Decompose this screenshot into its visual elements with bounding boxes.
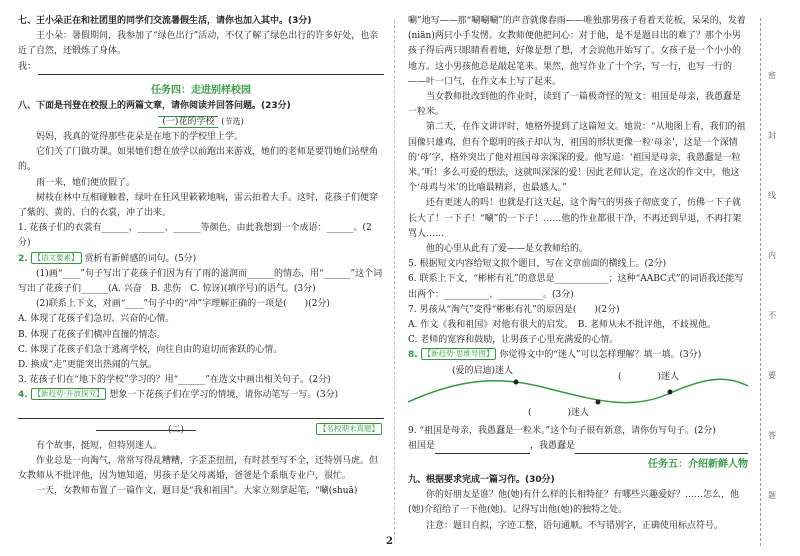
- question-8-6: 6. 联系上下文，“彬彬有礼”的意思是____________；这种“AABC式”的词语我还能写出两个：__________、__________。(3分): [408, 274, 744, 300]
- question-8-7-options-ab: A. 作文《我和祖国》对他有很大的启发。 B. 老师从未不批评他，不歧视他。: [408, 320, 717, 331]
- column-divider: [394, 20, 395, 540]
- seal-label-7: 答: [768, 431, 776, 440]
- question-8-2-option-d: D. 换成“走”更能突出热闹的气氛。: [18, 360, 157, 371]
- question-9-para-2: 注意：题目自拟，字迹工整，语句通顺。不写错别字，正确使用标点符号。: [426, 520, 724, 531]
- question-7-answer-line[interactable]: [38, 60, 384, 75]
- seal-line: [760, 18, 761, 546]
- question-8-9: 9. “祖国是母亲，我愚蠢是一粒米。”这个句子很有新意，请你仿写句子。(2分): [408, 425, 716, 436]
- question-8-2-option-a: A. 体现了花孩子们急切、兴奋的心情。: [18, 314, 175, 325]
- question-8-1: 1. 花孩子们的衣裳有______、______、______等颜色，由此我想到一个成语：______。(2分): [18, 223, 372, 249]
- seal-label-3: 线: [768, 191, 776, 200]
- question-8-2-part-1: (1)画“____”句子写出了花孩子们因为有了雨的滋润而______的情态，用“______”这个词写出了花孩子们______(A. 兴奋 B. 悲伤 C. 惊讶)(填序号)的语气。(3分): [18, 268, 383, 295]
- question-8-9-fill-2-label: ，我愚蠢是: [530, 440, 576, 451]
- mind-map-node-1-dot: [514, 379, 519, 384]
- mind-map-node-3[interactable]: ( )迷人: [528, 407, 590, 418]
- question-8-3: 3. 花孩子们在“地下的学校”学习的？用“______”在选文中画出相关句子。(2分): [18, 375, 331, 386]
- task-4-banner: 任务四：走进别样校园: [151, 84, 251, 96]
- question-8-8-tag: 【新趋势·思维导图】: [421, 348, 497, 360]
- article-1-para-4: 树枝在林中互相碰触着，绿叶在狂风里簌簌地响，雷云拍着大手。这时，花孩子们便穿了紫的、黄的、白的衣裳，冲了出来。: [18, 192, 379, 219]
- question-8-8-row: [408, 348, 748, 363]
- mind-map-node-1: (爱的启迪)迷人: [452, 365, 514, 376]
- question-7-answer-row: [18, 60, 384, 75]
- question-7-me-label: 我：: [18, 61, 37, 72]
- question-8-8-text: 你觉得文中的“迷人”可以怎样理解？填一填。(3分): [499, 350, 702, 361]
- question-8-2-number: 2.: [18, 253, 28, 264]
- question-8-7-option-c: C. 老师的宽容和鼓励，让男孩子心里充满爱的心情。: [408, 335, 619, 346]
- question-8-heading: 八、下面是刊登在校报上的两篇文章，请你阅读并回答问题。(23分): [18, 100, 291, 111]
- seal-label-4: 内: [768, 251, 776, 260]
- left-column: [18, 14, 384, 499]
- page-number: 2: [386, 536, 393, 547]
- article-1-title: (一)花的学校: [158, 116, 218, 128]
- question-8-2-tag: 【语文要素】: [31, 252, 82, 264]
- article-1-title-row: [18, 114, 384, 130]
- question-8-2-option-c: C. 体现了花孩子们急于逃离学校，向往自由的迫切而雀跃的心情。: [18, 344, 283, 355]
- article-2-para-7: 还有更迷人的吗！也就是打这天起，这个淘气的男孩子彻底变了，仿佛一下子就长大了！一下子！“唰”的一下子！……他的作业都很干净，不再还到早退，不再打架骂人……: [408, 198, 742, 239]
- question-8-4-number: 4.: [18, 390, 28, 401]
- question-8-9-blank-1[interactable]: [435, 439, 530, 454]
- mind-map-node-2-dot: [596, 399, 601, 404]
- question-8-9-blank-2[interactable]: [575, 439, 748, 454]
- article-1-subtitle: (节选): [221, 117, 244, 127]
- article-2-tag: 【名校期末真题】: [316, 423, 382, 435]
- question-8-2-option-b: B. 体现了花孩子们横冲直撞的情态。: [18, 329, 166, 340]
- article-2-para-3: 一天，女教师布置了一篇作文，题目是“我和祖国”。大家立刻拿起笔，“唰(shuā): [36, 486, 358, 497]
- article-2-para-1: 有个故事，挺短，但特别迷人。: [36, 440, 163, 451]
- question-9-para-1: 你的好朋友是谁？他(她)有什么样的长相特征？有哪些兴趣爱好？……怎么，他(她)介绍给了一下他(她)。记得写出他(她)的独特之处。: [408, 490, 740, 516]
- article-2-para-4: 唰”地写——那“唰唰唰”的声音就像春雨——唯独那男孩子看着天花板，呆呆的，发着(niān)两只小手发愣。女教师便他把问心：对于他，是不是题目出的难了？那个小男孩子得后两只眼睛看着她，好像是想了想，才会说他开始写了。女孩子是一个小小的地方。这小男孩他总是敲起笔来。果然，他写作业了十个字，写一行，也写一行的——叶一口气，在作文本上写了起来。: [408, 16, 746, 87]
- article-2-title-line[interactable]: [96, 430, 196, 431]
- question-8-9-answer-row: [408, 439, 748, 454]
- question-8-7: 7. 男孩从“淘气”变得“彬彬有礼”的原因是( )(2分): [408, 304, 620, 315]
- question-9-heading: 九、根据要求完成一篇习作。(30分): [408, 475, 555, 486]
- right-column: [408, 14, 748, 534]
- article-2-para-5: 当女教师批改到他的作业时，读到了一篇极奇怪的短文：祖国是母亲，我愚蠢是一粒米。: [408, 92, 742, 118]
- mind-map-node-3-dot: [668, 389, 673, 394]
- seal-label-1: 密: [768, 71, 776, 80]
- mind-map: [408, 364, 748, 424]
- question-8-2-row: [18, 252, 384, 267]
- task-5-banner: 任务五：介绍新鲜人物: [648, 459, 748, 471]
- question-8-4-answer-line[interactable]: [18, 404, 384, 419]
- question-8-2-text: 赏析有新鲜感的词句。(5分): [84, 253, 197, 264]
- article-1-para-3: 雨一来，她们便放假了。: [36, 177, 136, 188]
- question-8-4-tag: 【新趋势·开放探究】: [31, 388, 107, 400]
- article-1-para-2: 它们关了门做功课。如果她们想在放学以前跑出来游戏，她们的老师是要罚她们站壁角的。: [18, 147, 379, 173]
- question-7-text: 王小朵：暑假期间，我参加了“绿色出行”活动，不仅了解了绿色出行的许多好处，也亲近了自然，还锻炼了身体。: [18, 31, 379, 57]
- article-1-para-1: 妈妈，我真的觉得那些花朵是在地下的学校里上学。: [36, 132, 244, 143]
- question-8-5: 5. 根据短文内容给短文拟个题目，写在文章前面的横线上。(2分): [408, 259, 667, 270]
- seal-label-5: 不: [768, 311, 776, 320]
- mind-map-curve: [408, 379, 748, 402]
- mind-map-node-2[interactable]: ( )迷人: [618, 371, 680, 382]
- article-2-header: [18, 421, 384, 439]
- seal-label-6: 要: [768, 371, 776, 380]
- question-8-8-number: 8.: [408, 350, 418, 361]
- question-8-2-part-2: (2)联系上下文，对画“____”句子中的“冲”字理解正确的一项是( )(2分): [36, 299, 330, 310]
- article-2-para-6: 第二天，在作文讲评时，她格外提到了这篇短文。她说：“从地图上看，我们的祖国像只雄鸡，但有个聪明的孩子却认为，祖国的形状更像一粒‘母亲’，这是一个深情的‘母’字，格外突出了他对祖国母亲深深的爱。他写道：‘祖国是母亲，我愚蠢是一粒米。’听！多么可爱的想法，这就叫深深的爱！因此老师认定，在这次的作文中，他这个‘母鸡与米’的比喻最精彩，也最感人。”: [408, 122, 746, 194]
- question-8-4-row: [18, 388, 384, 403]
- article-2-title: (二): [168, 424, 185, 435]
- article-2-para-2: 作业总是一向淘气，常常写得乱糟糟，字歪歪扭扭，有时甚至写不全，还特别马虎。但女教师从不批评他，因为她知道，男孩子是父母离婚，爸爸是个系瓶专业户，很忙。: [18, 455, 379, 482]
- article-2-para-8: 他的心里从此有了爱——是女教师给的。: [426, 244, 589, 255]
- seal-label-8: 题: [768, 491, 776, 500]
- question-8-4-text: 想象一下花孩子们在学习的情境，请你动笔写一写。(3分): [109, 390, 339, 401]
- question-8-9-fill-1-label: 祖国是: [408, 440, 436, 451]
- question-7-heading: 七、王小朵正在和社团里的同学们交流暑假生活，请你也加入其中。(3分): [18, 16, 312, 26]
- seal-label-2: 封: [768, 131, 776, 140]
